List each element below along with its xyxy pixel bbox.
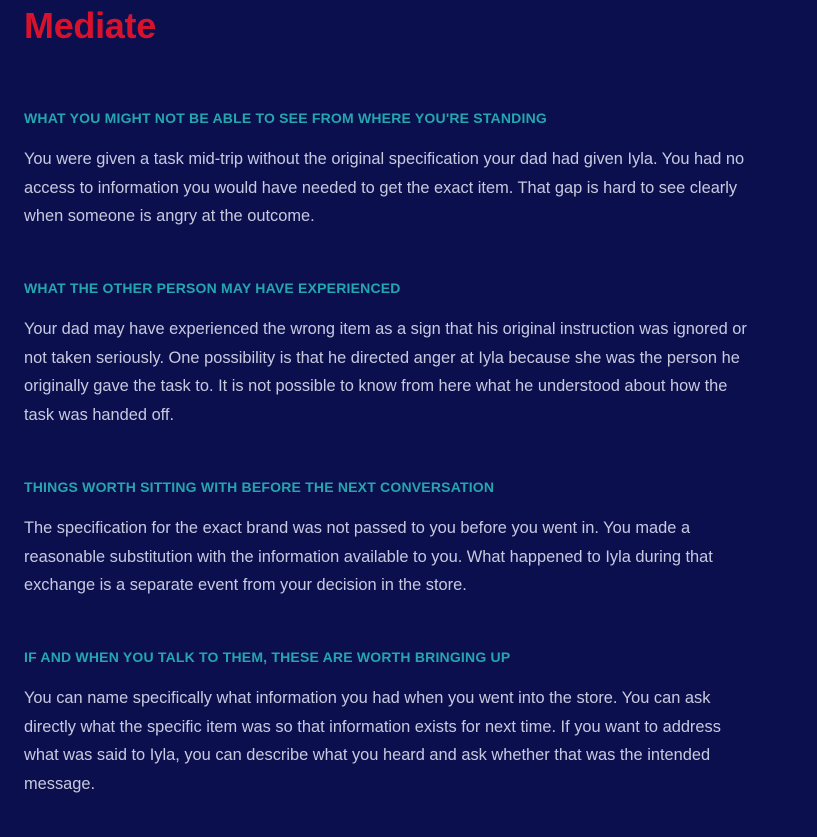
section-what-you-might-not-see [24, 109, 754, 231]
section-heading: THINGS WORTH SITTING WITH BEFORE THE NEXT CONVERSATION [24, 479, 495, 495]
section-body: You can name specifically what information you had when you went into the store. You can ask directly what the specific item was so that information exists for next time. If you want to address what was said to Iyla, you can describe what you heard and ask whether that was the intended message. [24, 689, 721, 794]
section-body: You were given a task mid-trip without the original specification your dad had given Iyla. You had no access to information you would have needed to get the exact item. That gap is hard to see clearly when someone is angry at the outcome. [24, 150, 745, 226]
page-title: Mediate [24, 5, 156, 46]
section-body: Your dad may have experienced the wrong item as a sign that his original instruction was ignored or not taken seriously. One possibility is that he directed anger at Iyla because she was the person he originally gave the task to. It is not possible to know from here what he understood about how the task was handed off. [24, 320, 747, 425]
section-heading: WHAT THE OTHER PERSON MAY HAVE EXPERIENCED [24, 280, 401, 296]
section-worth-bringing-up [24, 648, 754, 799]
section-things-worth-sitting-with [24, 478, 754, 600]
section-heading: WHAT YOU MIGHT NOT BE ABLE TO SEE FROM WHERE YOU'RE STANDING [24, 110, 547, 126]
section-other-person-experience [24, 279, 754, 430]
section-body: The specification for the exact brand was not passed to you before you went in. You made a reasonable substitution with the information available to you. What happened to Iyla during that exchange is a separate event from your decision in the store. [24, 519, 713, 595]
section-heading: IF AND WHEN YOU TALK TO THEM, THESE ARE WORTH BRINGING UP [24, 649, 511, 665]
